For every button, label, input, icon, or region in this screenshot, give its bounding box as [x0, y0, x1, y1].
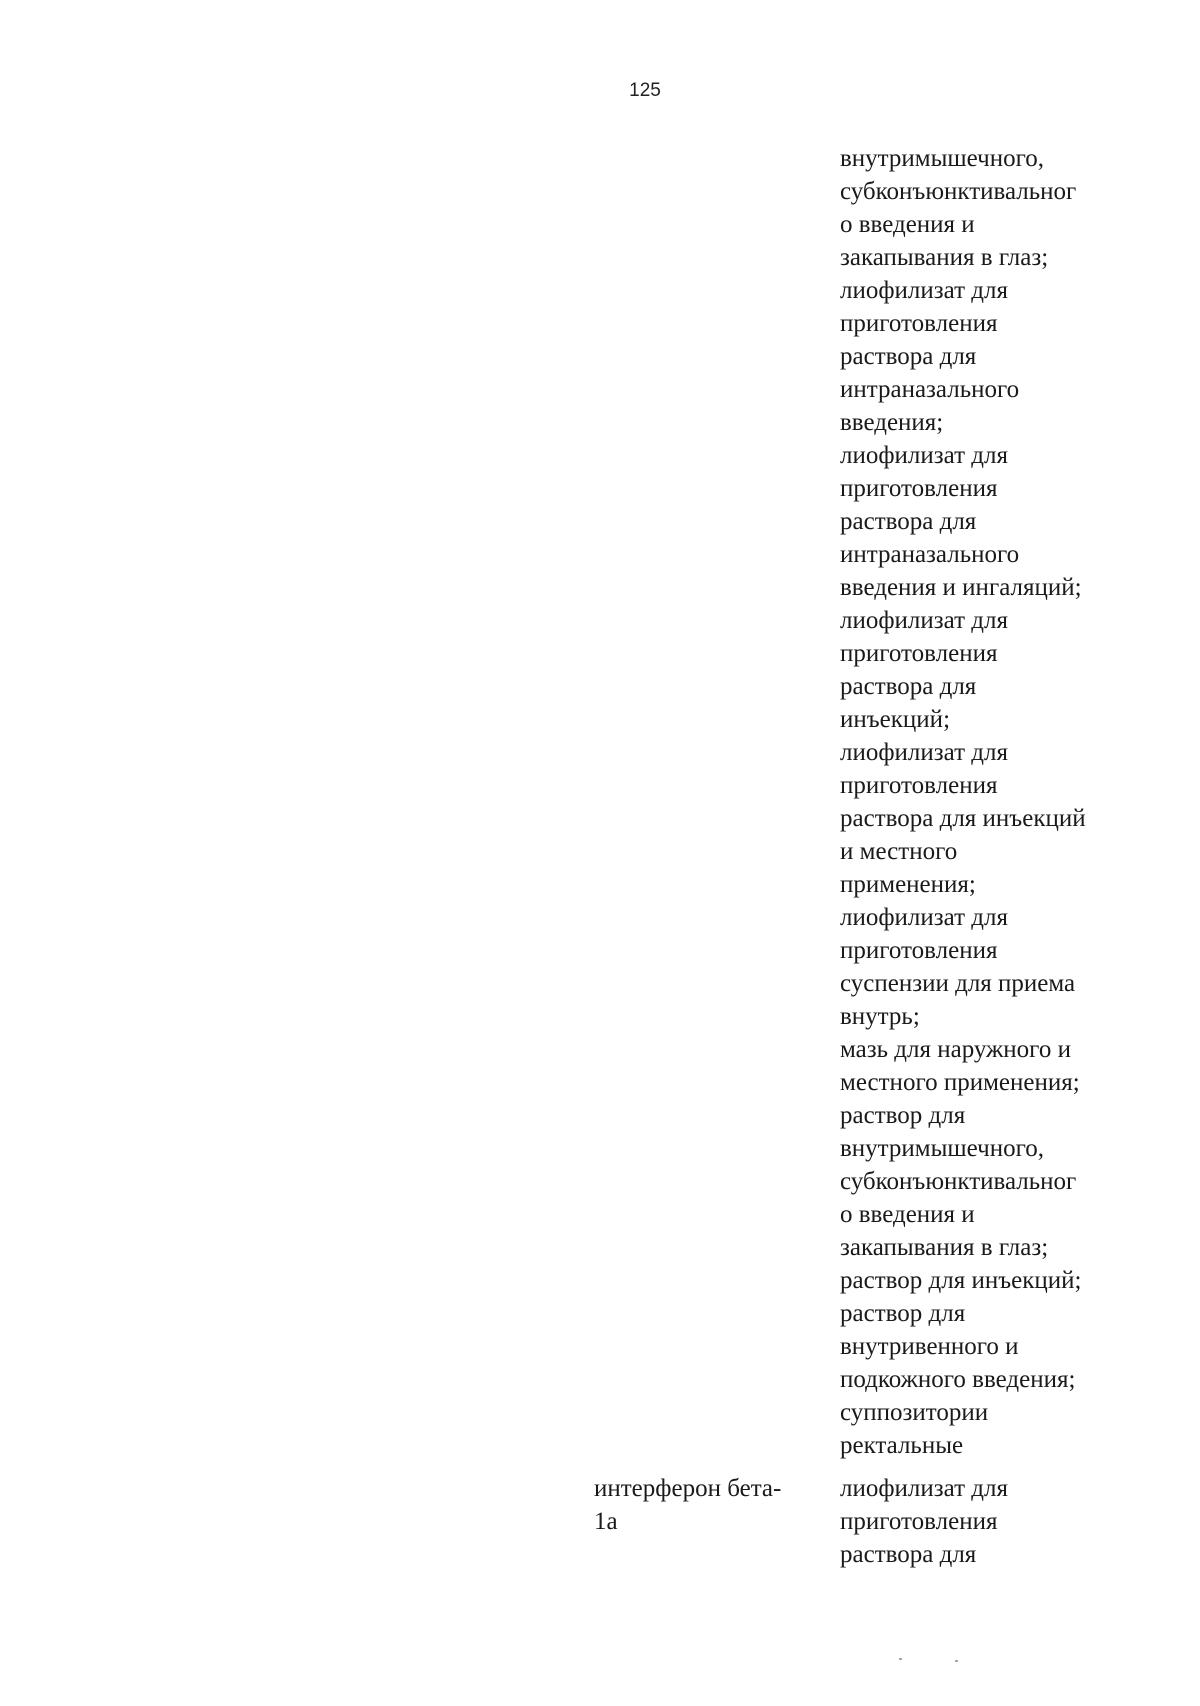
page-number: 125 [629, 80, 661, 101]
scan-speck [899, 1658, 902, 1660]
dosage-forms-continuation: внутримышечного, субконъюнктивальног о введения и закапывания в глаз; лиофилизат для приготовления раствора для интраназального введения; лиофилизат для приготовления раствора для интраназального введения и ингаляций; лиофилизат для приготовления раствора для инъекций; лиофилизат для приготовления раствора для инъекций и местного применения; лиофилизат для приготовления суспензии для приема внутрь; мазь для наружного и местного применения; раствор для внутримышечного, субконъюнктивальног о введения и закапывания в глаз; раствор для инъекций; раствор для внутривенного и подкожного введения; суппозитории ректальные [840, 145, 1086, 1459]
dosage-forms-cell: лиофилизат для приготовления раствора для [840, 1475, 1008, 1568]
scan-speck [955, 1660, 958, 1662]
drug-name-cell: интерферон бета- 1a [594, 1475, 782, 1535]
